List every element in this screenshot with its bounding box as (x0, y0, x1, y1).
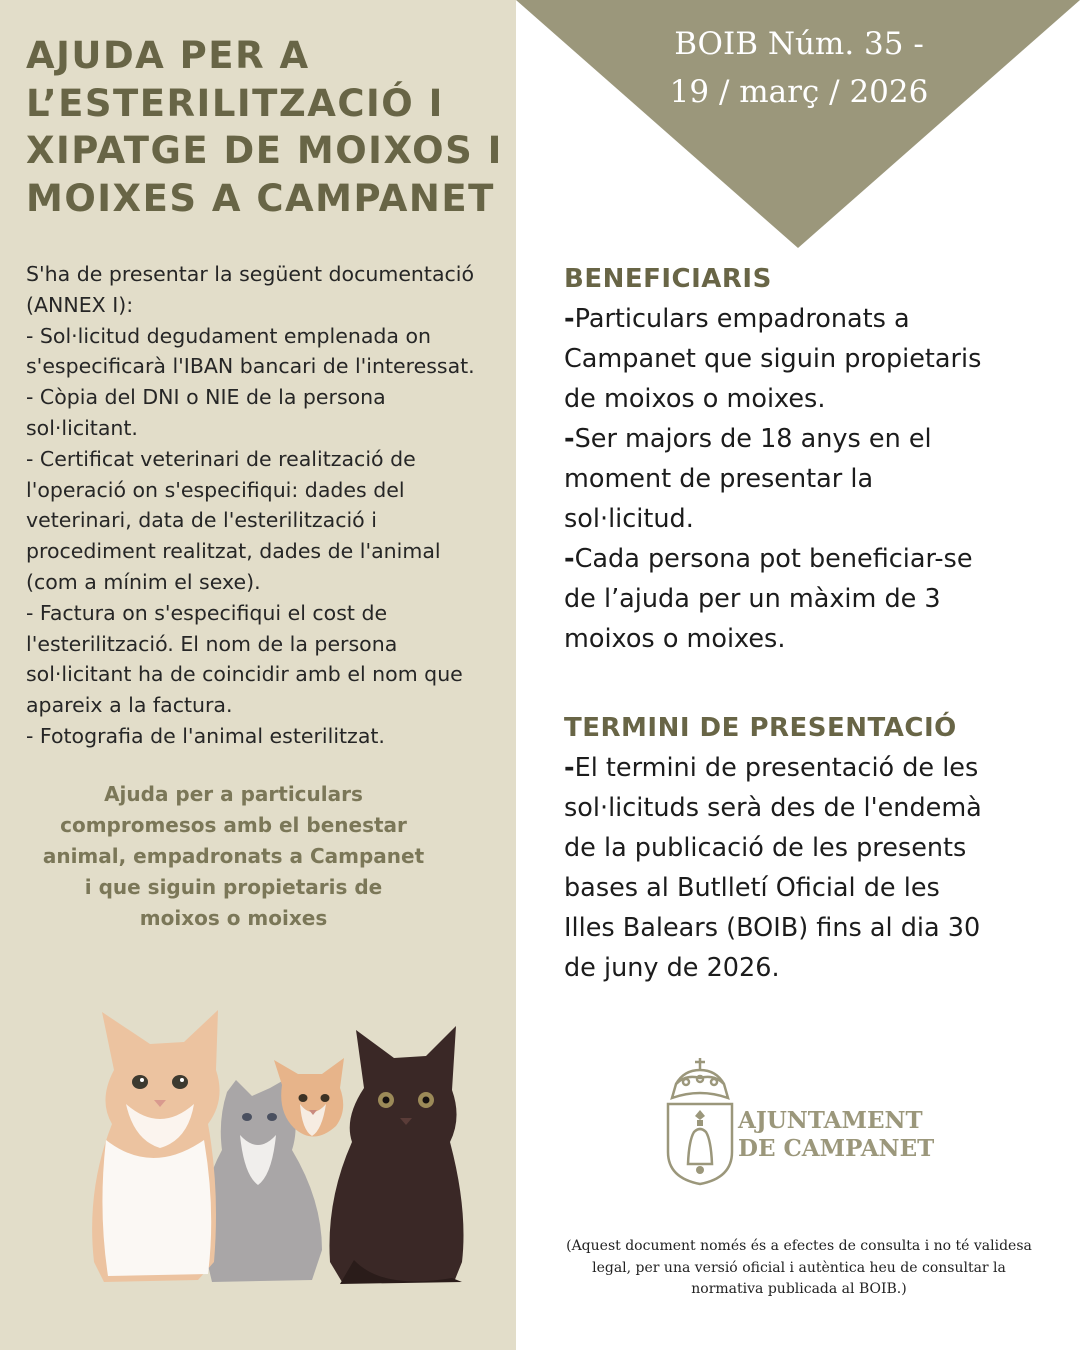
logo-line1: AJUNTAMENT (738, 1107, 923, 1134)
item-text: Particulars empadronats a (574, 304, 910, 334)
doc-line: - Fotografia de l'animal esterilitzat. (26, 723, 385, 748)
boib-line: 19 / març / 2026 (669, 74, 929, 110)
boib-line: BOIB Núm. 35 - (674, 26, 924, 62)
doc-line: (ANNEX I): (26, 292, 134, 317)
bullet-dash: - (564, 424, 575, 454)
disclaimer-line: legal, per una versió oficial i autèntica heu de consultar la (592, 1259, 1006, 1276)
disclaimer-line: normativa publicada al BOIB.) (691, 1281, 907, 1297)
title-line: L’ESTERILITZACIÓ I (26, 81, 444, 125)
bullet-dash: - (564, 544, 575, 574)
item-text: Cada persona pot beneficiar-se (574, 544, 973, 574)
doc-line: (com a mínim el sexe). (26, 569, 261, 594)
doc-line: - Sol·licitud degudament emplenada on (26, 323, 432, 348)
item-text: El termini de presentació de les (574, 753, 979, 783)
bullet-dash: - (564, 304, 575, 334)
item-line: sol·licitud. (564, 504, 694, 534)
promo-text (26, 779, 441, 934)
doc-line: - Factura on s'especifiqui el cost de (26, 600, 388, 625)
beneficiaris-body (564, 299, 1044, 659)
promo-line: compromesos amb el benestar (60, 813, 407, 837)
item-line: bases al Butlletí Oficial de les (564, 873, 940, 903)
item-line: Campanet que siguin propietaris (564, 344, 982, 374)
doc-line: l'esterilització. El nom de la persona (26, 631, 398, 656)
doc-line: S'ha de presentar la següent documentació (26, 262, 475, 286)
item-line: de l’ajuda per un màxim de 3 (564, 584, 941, 614)
promo-line: Ajuda per a particulars (104, 782, 363, 806)
disclaimer (533, 1236, 1065, 1301)
termini-heading: TERMINI DE PRESENTACIÓ (564, 713, 957, 743)
doc-line: l'operació on s'especifiqui: dades del (26, 477, 405, 502)
termini-section (564, 708, 1044, 988)
documentation-text (26, 259, 511, 752)
promo-line: moixos o moixes (139, 906, 328, 930)
bell-icon (688, 1110, 712, 1174)
item-text: Ser majors de 18 anys en el (574, 424, 932, 454)
item-line: de moixos o moixes. (564, 384, 826, 414)
promo-line: i que siguin propietaris de (84, 875, 383, 899)
item-line: moment de presentar la (564, 464, 874, 494)
doc-line: procediment realitzat, dades de l'animal (26, 539, 441, 564)
doc-line: s'especificarà l'IBAN bancari de l'interessat. (26, 354, 475, 379)
list-item (564, 419, 1044, 459)
doc-line: apareix a la factura. (26, 693, 233, 718)
beneficiaris-heading: BENEFICIARIS (564, 264, 772, 294)
termini-body (564, 748, 1044, 988)
doc-line: - Còpia del DNI o NIE de la persona (26, 385, 386, 410)
item-line: moixos o moixes. (564, 624, 786, 654)
doc-line: - Certificat veterinari de realització de (26, 446, 416, 471)
crown-icon (672, 1058, 728, 1098)
page-title (26, 32, 506, 222)
doc-line: sol·licitant. (26, 415, 138, 440)
title-line: MOIXES A CAMPANET (26, 176, 495, 220)
list-item (564, 299, 1044, 339)
title-line: XIPATGE DE MOIXOS I (26, 129, 503, 172)
item-line: sol·licituds serà des de l'endemà (564, 793, 982, 823)
item-line: de juny de 2026. (564, 953, 780, 983)
list-item (564, 748, 1044, 788)
doc-line: sol·licitant ha de coincidir amb el nom que (26, 662, 463, 687)
promo-line: animal, empadronats a Campanet (42, 844, 425, 868)
disclaimer-line: (Aquest document només és a efectes de consulta i no té validesa (566, 1238, 1032, 1254)
doc-line: veterinari, data de l'esterilització i (26, 508, 377, 533)
title-line: AJUDA PER A (26, 34, 310, 77)
item-line: Illes Balears (BOIB) fins al dia 30 (564, 913, 981, 943)
bullet-dash: - (564, 753, 575, 783)
logo-line2: DE CAMPANET (738, 1135, 935, 1162)
kittens-image (22, 1000, 472, 1300)
list-item (564, 539, 1044, 579)
ginger-white-kitten (92, 1010, 219, 1282)
boib-reference (604, 20, 994, 116)
item-line: de la publicació de les presents (564, 833, 967, 863)
dark-kitten (329, 1026, 463, 1284)
ajuntament-logo (664, 1052, 935, 1188)
beneficiaris-section (564, 259, 1044, 659)
